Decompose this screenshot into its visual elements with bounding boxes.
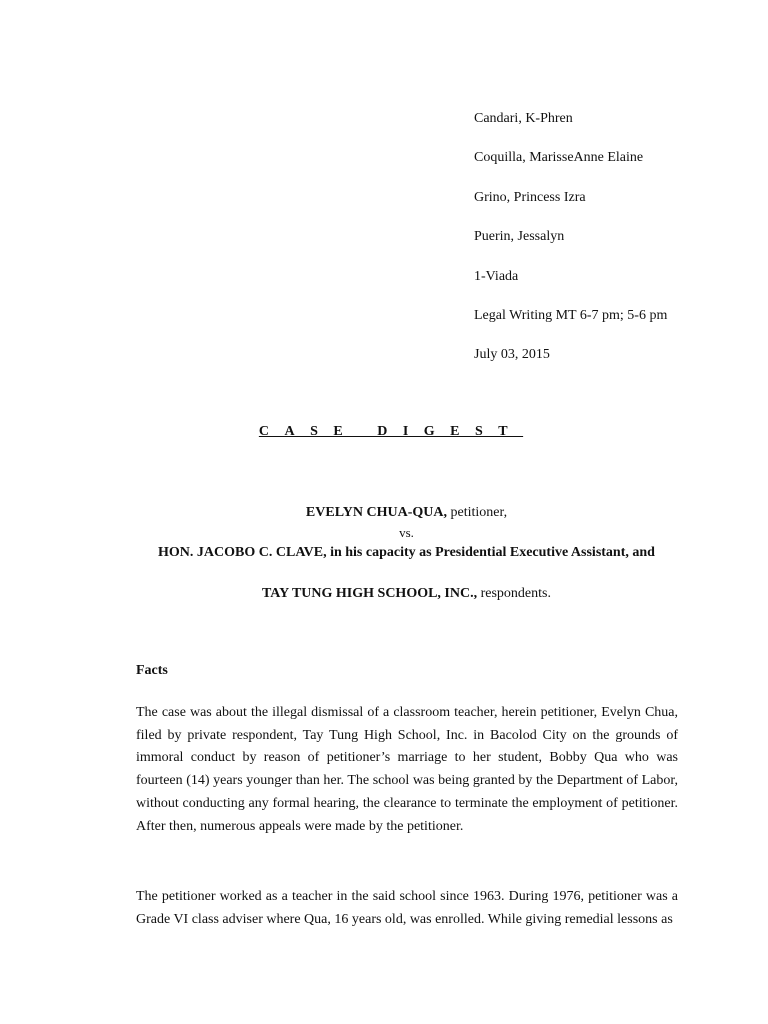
respondent-name: TAY TUNG HIGH SCHOOL, INC., [262, 586, 478, 601]
author-block [474, 110, 667, 386]
author-line: Coquilla, MarisseAnne Elaine [474, 150, 644, 166]
facts-paragraph: The case was about the illegal dismissal of a classroom teacher, herein petitioner, Evelyn Chua, filed by private respondent, Tay Tung High School, Inc. in Bacolod City on the grounds of immoral conduct by reason of petitioner’s marriage to her student, Bobby Qua who was fourteen (14) years younger than her. The school was being granted by the Department of Labor, without conducting any formal hearing, the clearance to terminate the employment of petitioner. After then, numerous appeals were made by the petitioner. [136, 705, 678, 834]
facts-paragraph: The petitioner worked as a teacher in the said school since 1963. During 1976, petitioner was a Grade VI class adviser where Qua, 16 years old, was enrolled. While giving remedial lessons as [136, 889, 678, 927]
respondent-line [0, 543, 768, 584]
respondent-line [0, 584, 768, 604]
document-title: CASE DIGEST [258, 424, 524, 439]
petitioner-name: EVELYN CHUA-QUA, [305, 505, 447, 520]
versus-line: vs. [399, 525, 414, 540]
date-line: July 03, 2015 [474, 347, 550, 363]
respondent-name: HON. JACOBO C. CLAVE, in his capacity as Presidential Executive Assistant, and [158, 545, 655, 560]
author-line: Grino, Princess Izra [474, 189, 586, 205]
section-line: 1-Viada [474, 268, 519, 284]
petitioner-role: petitioner, [446, 505, 508, 520]
author-line: Puerin, Jessalyn [474, 229, 565, 245]
section-heading-facts: Facts [136, 663, 168, 678]
course-line: Legal Writing MT 6-7 pm; 5-6 pm [474, 307, 668, 323]
petitioner-line [0, 503, 768, 523]
case-parties [0, 503, 768, 604]
respondent-role: respondents. [477, 586, 551, 601]
author-line: Candari, K-Phren [474, 111, 573, 126]
